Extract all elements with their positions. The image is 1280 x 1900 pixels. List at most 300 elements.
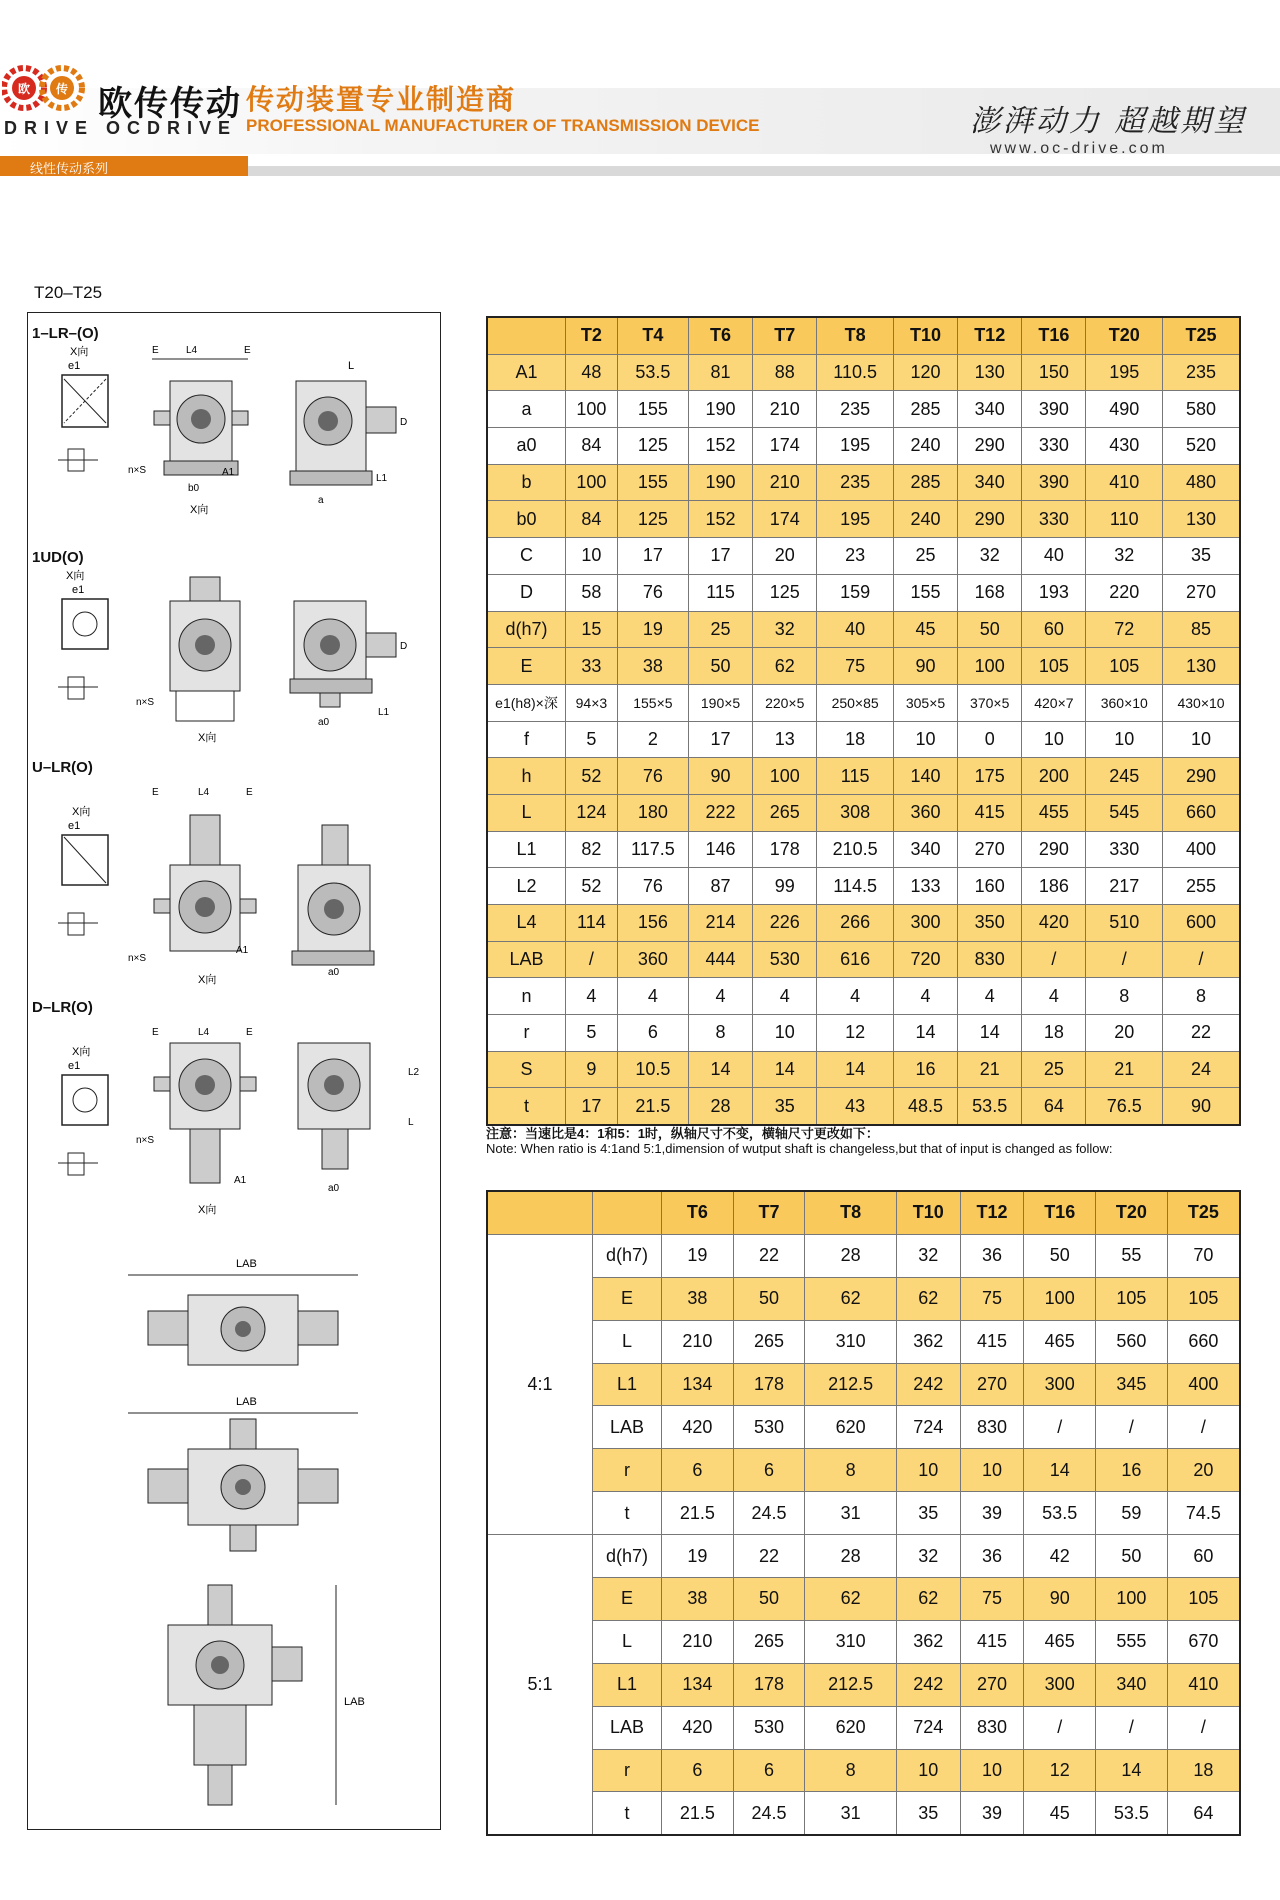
table-cell: 290 bbox=[958, 428, 1022, 465]
table-cell: 5 bbox=[566, 721, 618, 758]
table-cell: 38 bbox=[662, 1578, 734, 1621]
param-name: L4 bbox=[487, 905, 566, 942]
table-cell: 214 bbox=[688, 905, 752, 942]
table-cell: 465 bbox=[1024, 1620, 1096, 1663]
param-name: E bbox=[593, 1578, 662, 1621]
svg-text:E: E bbox=[152, 345, 159, 356]
table-cell: 195 bbox=[817, 428, 894, 465]
table-row bbox=[487, 1363, 1240, 1406]
table-cell: 50 bbox=[733, 1578, 805, 1621]
table-cell: 190 bbox=[688, 464, 752, 501]
table-cell: 24 bbox=[1163, 1051, 1240, 1088]
svg-text:e1: e1 bbox=[68, 820, 81, 832]
table-cell: 174 bbox=[753, 428, 817, 465]
table-cell: / bbox=[1163, 941, 1240, 978]
table-cell: 415 bbox=[960, 1620, 1024, 1663]
table-cell: 400 bbox=[1163, 831, 1240, 868]
table-cell: 660 bbox=[1167, 1320, 1240, 1363]
table-cell: 50 bbox=[1096, 1535, 1168, 1578]
table-cell: 616 bbox=[817, 941, 894, 978]
svg-text:L2: L2 bbox=[408, 1067, 420, 1078]
table-cell: 270 bbox=[960, 1363, 1024, 1406]
svg-text:n×S: n×S bbox=[128, 465, 147, 476]
table-cell: 22 bbox=[733, 1535, 805, 1578]
table-cell: 555 bbox=[1096, 1620, 1168, 1663]
svg-text:n×S: n×S bbox=[128, 953, 147, 964]
table-cell: 125 bbox=[753, 574, 817, 611]
table-cell: 40 bbox=[817, 611, 894, 648]
table-cell: 310 bbox=[805, 1320, 897, 1363]
param-name: L1 bbox=[593, 1663, 662, 1706]
table-cell: 8 bbox=[805, 1749, 897, 1792]
table-cell: 285 bbox=[893, 391, 957, 428]
table-cell: 125 bbox=[617, 501, 688, 538]
table-cell: 530 bbox=[733, 1706, 805, 1749]
param-name: E bbox=[487, 648, 566, 685]
table-cell: 90 bbox=[893, 648, 957, 685]
table-cell: 32 bbox=[896, 1535, 960, 1578]
table-cell: 146 bbox=[688, 831, 752, 868]
drawing-ulr bbox=[28, 775, 438, 985]
table-cell: 105 bbox=[1022, 648, 1086, 685]
table-cell: 40 bbox=[1022, 538, 1086, 575]
table-cell: 21 bbox=[958, 1051, 1022, 1088]
table-cell: 2 bbox=[617, 721, 688, 758]
table-row bbox=[487, 758, 1240, 795]
table-cell: 270 bbox=[960, 1663, 1024, 1706]
tagline-en: PROFESSIONAL MANUFACTURER OF TRANSMISSION DEVICE bbox=[246, 116, 760, 135]
table-cell: 23 bbox=[817, 538, 894, 575]
table-cell: 10 bbox=[893, 721, 957, 758]
table-cell: 90 bbox=[688, 758, 752, 795]
table-cell: 31 bbox=[805, 1792, 897, 1835]
table-cell: 36 bbox=[960, 1234, 1024, 1277]
table-row bbox=[487, 538, 1240, 575]
table-cell: 105 bbox=[1096, 1277, 1168, 1320]
variant-label-ulr: U–LR(O) bbox=[32, 759, 93, 776]
param-name: C bbox=[487, 538, 566, 575]
table-cell: 290 bbox=[1163, 758, 1240, 795]
model-header-T7: T7 bbox=[753, 317, 817, 354]
table-cell: 62 bbox=[896, 1578, 960, 1621]
param-name: a bbox=[487, 391, 566, 428]
table-cell: 35 bbox=[896, 1792, 960, 1835]
table-row bbox=[487, 1406, 1240, 1449]
table-cell: 240 bbox=[893, 501, 957, 538]
table-cell: 84 bbox=[566, 501, 618, 538]
table-header-row bbox=[487, 1191, 1240, 1234]
svg-text:L1: L1 bbox=[376, 473, 388, 484]
table-cell: 6 bbox=[617, 1015, 688, 1052]
param-name: LAB bbox=[593, 1706, 662, 1749]
table-cell: 75 bbox=[960, 1277, 1024, 1320]
page-header bbox=[0, 0, 1280, 175]
table-row bbox=[487, 1706, 1240, 1749]
table-cell: 193 bbox=[1022, 574, 1086, 611]
table-cell: 530 bbox=[753, 941, 817, 978]
table-cell: 10 bbox=[960, 1749, 1024, 1792]
table-cell: 35 bbox=[753, 1088, 817, 1125]
svg-text:a0: a0 bbox=[328, 967, 340, 978]
table-cell: 18 bbox=[817, 721, 894, 758]
table-cell: 14 bbox=[753, 1051, 817, 1088]
table-cell: 174 bbox=[753, 501, 817, 538]
table-row bbox=[487, 1234, 1240, 1277]
table-cell: 25 bbox=[1022, 1051, 1086, 1088]
lab-drawing-3 bbox=[108, 1575, 378, 1815]
table-cell: 12 bbox=[1024, 1749, 1096, 1792]
table-cell: 410 bbox=[1167, 1663, 1240, 1706]
table-cell: 560 bbox=[1096, 1320, 1168, 1363]
table-row bbox=[487, 831, 1240, 868]
table-cell: 32 bbox=[1086, 538, 1163, 575]
table-cell: 242 bbox=[896, 1663, 960, 1706]
table-row bbox=[487, 868, 1240, 905]
table-cell: 25 bbox=[893, 538, 957, 575]
model-header-T16: T16 bbox=[1022, 317, 1086, 354]
brand-name-cn: 欧传传动 bbox=[98, 85, 242, 123]
table-cell: 724 bbox=[896, 1406, 960, 1449]
table-cell: / bbox=[1096, 1706, 1168, 1749]
table-cell: 64 bbox=[1022, 1088, 1086, 1125]
table-cell: 265 bbox=[753, 794, 817, 831]
table-cell: 75 bbox=[817, 648, 894, 685]
table-cell: 390 bbox=[1022, 391, 1086, 428]
table-cell: 10 bbox=[1086, 721, 1163, 758]
param-name: L1 bbox=[487, 831, 566, 868]
table-cell: 155 bbox=[617, 464, 688, 501]
svg-text:LAB: LAB bbox=[236, 1396, 257, 1408]
table-cell: 76 bbox=[617, 868, 688, 905]
table-cell: 490 bbox=[1086, 391, 1163, 428]
table-cell: 76 bbox=[617, 758, 688, 795]
table-cell: 305×5 bbox=[893, 684, 957, 721]
table-cell: 415 bbox=[960, 1320, 1024, 1363]
table-cell: 50 bbox=[958, 611, 1022, 648]
table-cell: 70 bbox=[1167, 1234, 1240, 1277]
table-cell: 62 bbox=[896, 1277, 960, 1320]
table-cell: 210 bbox=[662, 1620, 734, 1663]
table-cell: 72 bbox=[1086, 611, 1163, 648]
table-cell: 39 bbox=[960, 1792, 1024, 1835]
table-row bbox=[487, 1051, 1240, 1088]
table-cell: 28 bbox=[805, 1234, 897, 1277]
table-cell: 8 bbox=[688, 1015, 752, 1052]
table-cell: 52 bbox=[566, 868, 618, 905]
table-cell: 330 bbox=[1022, 428, 1086, 465]
table-cell: 420 bbox=[1022, 905, 1086, 942]
model-header-T8: T8 bbox=[805, 1191, 897, 1234]
table-cell: 35 bbox=[1163, 538, 1240, 575]
model-header-T20: T20 bbox=[1096, 1191, 1168, 1234]
table-cell: 455 bbox=[1022, 794, 1086, 831]
model-header-T8: T8 bbox=[817, 317, 894, 354]
table-cell: 510 bbox=[1086, 905, 1163, 942]
table-row bbox=[487, 1320, 1240, 1363]
table-cell: 195 bbox=[1086, 354, 1163, 391]
svg-text:A1: A1 bbox=[222, 467, 235, 478]
param-name: LAB bbox=[487, 941, 566, 978]
table-cell: 17 bbox=[688, 721, 752, 758]
table-cell: / bbox=[566, 941, 618, 978]
table-cell: 134 bbox=[662, 1363, 734, 1406]
table-cell: 25 bbox=[688, 611, 752, 648]
table-cell: 10 bbox=[896, 1749, 960, 1792]
svg-text:b0: b0 bbox=[188, 483, 200, 494]
svg-text:L4: L4 bbox=[198, 1027, 210, 1038]
table-cell: 6 bbox=[733, 1749, 805, 1792]
table-cell: 74.5 bbox=[1167, 1492, 1240, 1535]
table-cell: 52 bbox=[566, 758, 618, 795]
table-cell: 75 bbox=[960, 1578, 1024, 1621]
table-cell: 60 bbox=[1167, 1535, 1240, 1578]
param-name: L bbox=[593, 1320, 662, 1363]
table-cell: 4 bbox=[817, 978, 894, 1015]
param-name: L2 bbox=[487, 868, 566, 905]
table-cell: 178 bbox=[753, 831, 817, 868]
table-cell: 21.5 bbox=[617, 1088, 688, 1125]
table-cell: 17 bbox=[617, 538, 688, 575]
table-cell: 290 bbox=[1022, 831, 1086, 868]
table-cell: 120 bbox=[893, 354, 957, 391]
table-cell: 620 bbox=[805, 1706, 897, 1749]
table-cell: 190×5 bbox=[688, 684, 752, 721]
table-cell: 81 bbox=[688, 354, 752, 391]
table-cell: 134 bbox=[662, 1663, 734, 1706]
table-cell: 4 bbox=[958, 978, 1022, 1015]
table-cell: 285 bbox=[893, 464, 957, 501]
table-cell: 110 bbox=[1086, 501, 1163, 538]
svg-text:E: E bbox=[246, 787, 253, 798]
svg-text:E: E bbox=[244, 345, 251, 356]
table-cell: 245 bbox=[1086, 758, 1163, 795]
table-cell: 100 bbox=[1024, 1277, 1096, 1320]
table-cell: 6 bbox=[733, 1449, 805, 1492]
svg-text:n×S: n×S bbox=[136, 697, 155, 708]
table-cell: 830 bbox=[960, 1406, 1024, 1449]
table-cell: 5 bbox=[566, 1015, 618, 1052]
table-row bbox=[487, 941, 1240, 978]
table-row bbox=[487, 1277, 1240, 1320]
table-cell: 110.5 bbox=[817, 354, 894, 391]
table-cell: 660 bbox=[1163, 794, 1240, 831]
table-cell: 100 bbox=[1096, 1578, 1168, 1621]
table-cell: 195 bbox=[817, 501, 894, 538]
table-cell: 124 bbox=[566, 794, 618, 831]
table-cell: 60 bbox=[1022, 611, 1086, 648]
table-cell: 10 bbox=[1163, 721, 1240, 758]
header-corner bbox=[593, 1191, 662, 1234]
table-row bbox=[487, 354, 1240, 391]
table-row bbox=[487, 464, 1240, 501]
dimension-table-main bbox=[486, 316, 1241, 1126]
table-cell: 6 bbox=[662, 1449, 734, 1492]
table-cell: 53.5 bbox=[1096, 1792, 1168, 1835]
series-bar bbox=[0, 156, 248, 176]
table-cell: 362 bbox=[896, 1620, 960, 1663]
table-cell: 265 bbox=[733, 1620, 805, 1663]
table-cell: / bbox=[1024, 1706, 1096, 1749]
table-cell: 14 bbox=[817, 1051, 894, 1088]
svg-text:X向: X向 bbox=[198, 974, 217, 985]
svg-text:X向: X向 bbox=[70, 346, 89, 358]
table-cell: 830 bbox=[958, 941, 1022, 978]
table-cell: 115 bbox=[688, 574, 752, 611]
table-cell: 265 bbox=[733, 1320, 805, 1363]
model-header-T25: T25 bbox=[1167, 1191, 1240, 1234]
table-row bbox=[487, 1578, 1240, 1621]
table-cell: 10 bbox=[896, 1449, 960, 1492]
table-cell: 360×10 bbox=[1086, 684, 1163, 721]
model-header-T2: T2 bbox=[566, 317, 618, 354]
param-name: L bbox=[487, 794, 566, 831]
table-cell: 300 bbox=[1024, 1663, 1096, 1706]
table-cell: 430×10 bbox=[1163, 684, 1240, 721]
svg-text:L1: L1 bbox=[378, 707, 390, 718]
table-cell: 420×7 bbox=[1022, 684, 1086, 721]
table-cell: 724 bbox=[896, 1706, 960, 1749]
param-name: t bbox=[487, 1088, 566, 1125]
model-title: T20–T25 bbox=[34, 283, 103, 302]
table-cell: 45 bbox=[1024, 1792, 1096, 1835]
svg-text:E: E bbox=[246, 1027, 253, 1038]
model-header-T16: T16 bbox=[1024, 1191, 1096, 1234]
table-cell: 18 bbox=[1022, 1015, 1086, 1052]
param-name: D bbox=[487, 574, 566, 611]
table-cell: 28 bbox=[688, 1088, 752, 1125]
table-cell: 53.5 bbox=[958, 1088, 1022, 1125]
website-link[interactable]: www.oc-drive.com bbox=[990, 140, 1168, 157]
table-row bbox=[487, 905, 1240, 942]
table-cell: 178 bbox=[733, 1663, 805, 1706]
param-name: n bbox=[487, 978, 566, 1015]
svg-text:L4: L4 bbox=[186, 345, 198, 356]
table-cell: 14 bbox=[688, 1051, 752, 1088]
table-cell: 21.5 bbox=[662, 1792, 734, 1835]
table-cell: 100 bbox=[566, 464, 618, 501]
table-cell: 270 bbox=[1163, 574, 1240, 611]
table-cell: 22 bbox=[733, 1234, 805, 1277]
table-cell: 10 bbox=[960, 1449, 1024, 1492]
slogan: 澎湃动力 超越期望 bbox=[970, 104, 1247, 139]
table-cell: 360 bbox=[893, 794, 957, 831]
table-cell: 220×5 bbox=[753, 684, 817, 721]
table-cell: 340 bbox=[893, 831, 957, 868]
svg-text:L4: L4 bbox=[198, 787, 210, 798]
param-name: b0 bbox=[487, 501, 566, 538]
model-header-T6: T6 bbox=[688, 317, 752, 354]
table-cell: 14 bbox=[1096, 1749, 1168, 1792]
table-cell: 10 bbox=[753, 1015, 817, 1052]
table-cell: 210 bbox=[662, 1320, 734, 1363]
table-cell: 53.5 bbox=[617, 354, 688, 391]
table-cell: 20 bbox=[753, 538, 817, 575]
model-header-T6: T6 bbox=[662, 1191, 734, 1234]
svg-text:X向: X向 bbox=[198, 1204, 217, 1216]
table-cell: 4 bbox=[1022, 978, 1086, 1015]
svg-text:X向: X向 bbox=[198, 732, 217, 744]
table-cell: 0 bbox=[958, 721, 1022, 758]
model-header-T4: T4 bbox=[617, 317, 688, 354]
table-cell: 38 bbox=[617, 648, 688, 685]
table-cell: 545 bbox=[1086, 794, 1163, 831]
table-cell: 32 bbox=[958, 538, 1022, 575]
table-cell: 32 bbox=[896, 1234, 960, 1277]
param-name: d(h7) bbox=[593, 1535, 662, 1578]
table-cell: 4 bbox=[753, 978, 817, 1015]
table-cell: 444 bbox=[688, 941, 752, 978]
table-cell: / bbox=[1096, 1406, 1168, 1449]
param-name: d(h7) bbox=[487, 611, 566, 648]
table-cell: 19 bbox=[662, 1234, 734, 1277]
table-cell: 10 bbox=[566, 538, 618, 575]
table-cell: 210.5 bbox=[817, 831, 894, 868]
table-cell: 159 bbox=[817, 574, 894, 611]
ratio-label: 4:1 bbox=[487, 1234, 593, 1534]
table-cell: 16 bbox=[1096, 1449, 1168, 1492]
table-cell: 240 bbox=[893, 428, 957, 465]
table-cell: 250×85 bbox=[817, 684, 894, 721]
table-cell: 8 bbox=[1086, 978, 1163, 1015]
table-cell: 33 bbox=[566, 648, 618, 685]
table-cell: 140 bbox=[893, 758, 957, 795]
table-header-row bbox=[487, 317, 1240, 354]
table-cell: 62 bbox=[805, 1578, 897, 1621]
table-cell: 8 bbox=[805, 1449, 897, 1492]
table-cell: 152 bbox=[688, 428, 752, 465]
table-cell: 62 bbox=[805, 1277, 897, 1320]
table-cell: 160 bbox=[958, 868, 1022, 905]
table-cell: 235 bbox=[817, 391, 894, 428]
table-cell: 17 bbox=[566, 1088, 618, 1125]
table-cell: 133 bbox=[893, 868, 957, 905]
brand-name-en: DRIVE OCDRIVE bbox=[4, 118, 238, 138]
table-cell: 28 bbox=[805, 1535, 897, 1578]
table-cell: 6 bbox=[662, 1749, 734, 1792]
table-cell: 24.5 bbox=[733, 1792, 805, 1835]
table-cell: 270 bbox=[958, 831, 1022, 868]
table-cell: 14 bbox=[893, 1015, 957, 1052]
table-cell: 308 bbox=[817, 794, 894, 831]
param-name: r bbox=[593, 1449, 662, 1492]
table-cell: 84 bbox=[566, 428, 618, 465]
svg-text:E: E bbox=[152, 1027, 159, 1038]
table-row bbox=[487, 684, 1240, 721]
table-cell: 36 bbox=[960, 1535, 1024, 1578]
table-cell: 32 bbox=[753, 611, 817, 648]
table-cell: 330 bbox=[1022, 501, 1086, 538]
table-cell: 168 bbox=[958, 574, 1022, 611]
table-cell: 115 bbox=[817, 758, 894, 795]
svg-text:LAB: LAB bbox=[236, 1258, 257, 1270]
table-row bbox=[487, 1015, 1240, 1052]
variant-label-1lr: 1–LR–(O) bbox=[32, 325, 99, 342]
drawing-dlr bbox=[28, 1015, 438, 1225]
table-cell: 14 bbox=[1024, 1449, 1096, 1492]
table-cell: 600 bbox=[1163, 905, 1240, 942]
table-cell: 59 bbox=[1096, 1492, 1168, 1535]
table-cell: 100 bbox=[753, 758, 817, 795]
table-cell: 212.5 bbox=[805, 1663, 897, 1706]
table-cell: 155 bbox=[893, 574, 957, 611]
svg-text:e1: e1 bbox=[68, 360, 81, 372]
table-cell: 4 bbox=[893, 978, 957, 1015]
table-cell: 105 bbox=[1167, 1578, 1240, 1621]
table-cell: 235 bbox=[817, 464, 894, 501]
lab-drawing-1 bbox=[108, 1255, 378, 1385]
table-cell: 55 bbox=[1096, 1234, 1168, 1277]
table-cell: 130 bbox=[1163, 501, 1240, 538]
